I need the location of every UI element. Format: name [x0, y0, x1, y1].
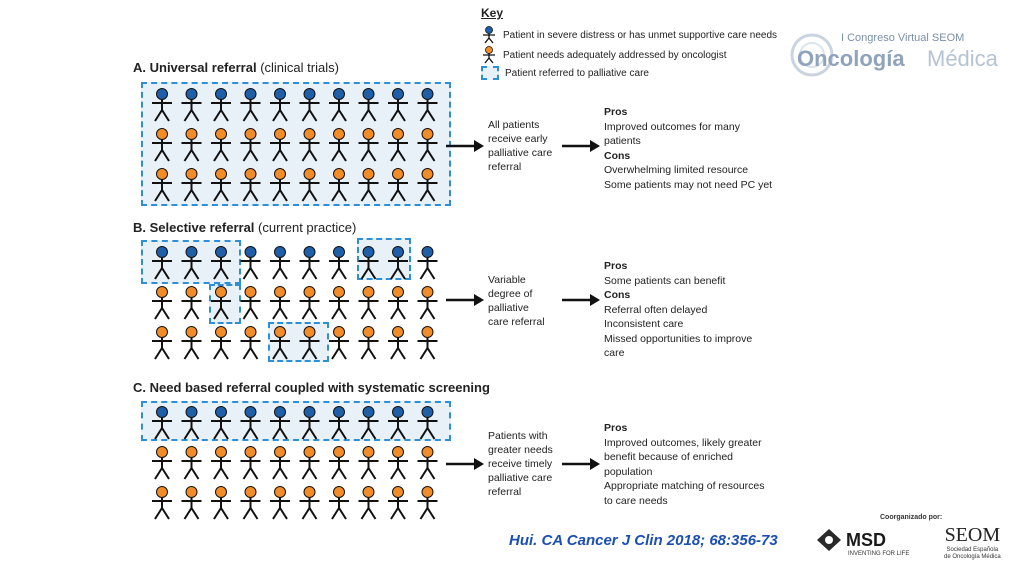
- orange-patient-figure: [182, 129, 202, 162]
- orange-patient-figure: [211, 487, 231, 520]
- arrow-b1: [446, 293, 486, 307]
- blue-patient-figure: [152, 89, 172, 122]
- blue-patient-figure: [388, 407, 408, 440]
- orange-patient-figure: [152, 287, 172, 320]
- blue-patient-figure: [182, 407, 202, 440]
- orange-patient-figure: [300, 129, 320, 162]
- patient-grid-c: [148, 404, 448, 522]
- congress-small-text: I Congreso Virtual SEOM: [841, 32, 965, 44]
- orange-patient-figure: [182, 287, 202, 320]
- orange-patient-figure: [152, 327, 172, 360]
- blue-patient-figure: [152, 407, 172, 440]
- blue-patient-figure: [359, 407, 379, 440]
- msd-emblem-icon: [816, 528, 842, 552]
- orange-patient-figure: [300, 487, 320, 520]
- orange-patient-figure: [300, 169, 320, 202]
- blue-patient-figure: [329, 407, 349, 440]
- orange-patient-figure: [241, 327, 261, 360]
- blue-patient-figure: [418, 407, 438, 440]
- orange-patient-figure: [152, 487, 172, 520]
- key-title: Key: [481, 6, 504, 20]
- key-item-box: [481, 66, 649, 80]
- orange-patient-figure: [270, 447, 290, 480]
- key-label-box: Patient referred to palliative care: [505, 67, 649, 79]
- seom-text: SEOM: [944, 524, 1001, 546]
- orange-patient-figure: [329, 287, 349, 320]
- blue-patient-figure: [329, 89, 349, 122]
- orange-patient-figure: [270, 287, 290, 320]
- orange-patient-figure: [388, 447, 408, 480]
- orange-person-icon: [481, 46, 497, 64]
- blue-patient-figure: [388, 89, 408, 122]
- section-a-pros-cons: Pros Improved outcomes for many patients Cons Overwhelming limited resource Some patients may not need PC yet: [604, 106, 773, 191]
- coorganized-label: Coorganizado por:: [880, 514, 943, 521]
- patient-grid-b: [148, 244, 448, 362]
- blue-patient-figure: [359, 89, 379, 122]
- orange-patient-figure: [418, 327, 438, 360]
- blue-patient-figure: [211, 89, 231, 122]
- orange-patient-figure: [359, 487, 379, 520]
- orange-patient-figure: [211, 327, 231, 360]
- patient-grid-a: [148, 86, 448, 204]
- orange-patient-figure: [388, 327, 408, 360]
- orange-patient-figure: [300, 327, 320, 360]
- orange-patient-figure: [152, 169, 172, 202]
- orange-patient-figure: [241, 447, 261, 480]
- blue-patient-figure: [211, 247, 231, 280]
- section-b-title: B. Selective referral (current practice): [133, 220, 357, 235]
- dashed-box-icon: [481, 66, 499, 80]
- blue-patient-figure: [270, 407, 290, 440]
- key-label-blue: Patient in severe distress or has unmet supportive care needs: [503, 29, 778, 41]
- orange-patient-figure: [329, 487, 349, 520]
- seom-subtext-2: de Oncología Médica: [944, 554, 1001, 560]
- seom-subtext-1: Sociedad Española: [946, 547, 999, 553]
- section-a-description: All patients receive early palliative care referral: [488, 119, 553, 173]
- orange-patient-figure: [241, 129, 261, 162]
- orange-patient-figure: [241, 487, 261, 520]
- section-c-title: C. Need based referral coupled with systematic screening: [133, 380, 490, 395]
- blue-patient-figure: [182, 247, 202, 280]
- arrow-a1: [446, 139, 486, 153]
- blue-patient-figure: [241, 89, 261, 122]
- orange-patient-figure: [211, 287, 231, 320]
- seom-logo: [944, 524, 1001, 561]
- blue-patient-figure: [388, 247, 408, 280]
- orange-patient-figure: [418, 129, 438, 162]
- msd-text: MSD: [846, 529, 886, 550]
- msd-subtext: INVENTING FOR LIFE: [848, 551, 910, 557]
- section-c-pros-cons: Pros Improved outcomes, likely greater benefit because of enriched population Appropriate matching of resources to care needs: [604, 422, 765, 507]
- arrow-c1: [446, 457, 486, 471]
- orange-patient-figure: [359, 327, 379, 360]
- citation: Hui. CA Cancer J Clin 2018; 68:356-73: [509, 532, 778, 549]
- blue-patient-figure: [182, 89, 202, 122]
- section-c-description: Patients with greater needs receive timely palliative care referral: [488, 430, 553, 498]
- orange-patient-figure: [388, 129, 408, 162]
- blue-patient-figure: [300, 247, 320, 280]
- orange-patient-figure: [329, 129, 349, 162]
- blue-patient-figure: [359, 247, 379, 280]
- blue-patient-figure: [241, 407, 261, 440]
- orange-patient-figure: [241, 287, 261, 320]
- orange-patient-figure: [388, 169, 408, 202]
- section-a-title: A. Universal referral (clinical trials): [133, 60, 339, 75]
- orange-patient-figure: [211, 447, 231, 480]
- key-label-orange: Patient needs adequately addressed by oncologist: [503, 49, 727, 61]
- orange-patient-figure: [359, 169, 379, 202]
- orange-patient-figure: [300, 447, 320, 480]
- orange-patient-figure: [359, 287, 379, 320]
- orange-patient-figure: [182, 169, 202, 202]
- blue-patient-figure: [270, 247, 290, 280]
- orange-patient-figure: [329, 169, 349, 202]
- orange-patient-figure: [211, 169, 231, 202]
- key-item-orange: [481, 46, 727, 64]
- msd-logo: [816, 528, 910, 557]
- orange-patient-figure: [418, 287, 438, 320]
- orange-patient-figure: [152, 129, 172, 162]
- orange-patient-figure: [182, 327, 202, 360]
- orange-patient-figure: [359, 447, 379, 480]
- orange-patient-figure: [152, 447, 172, 480]
- orange-patient-figure: [182, 487, 202, 520]
- orange-patient-figure: [388, 487, 408, 520]
- key-item-blue: [481, 26, 777, 44]
- section-b-pros-cons: Pros Some patients can benefit Cons Referral often delayed Inconsistent care Missed opportunities to improve care: [604, 260, 753, 359]
- blue-patient-figure: [152, 247, 172, 280]
- section-b-description: Variable degree of palliative care referral: [488, 274, 545, 328]
- orange-patient-figure: [329, 447, 349, 480]
- orange-patient-figure: [418, 447, 438, 480]
- orange-patient-figure: [241, 169, 261, 202]
- orange-patient-figure: [270, 129, 290, 162]
- orange-patient-figure: [182, 447, 202, 480]
- blue-person-icon: [481, 26, 497, 44]
- blue-patient-figure: [329, 247, 349, 280]
- orange-patient-figure: [270, 487, 290, 520]
- blue-patient-figure: [300, 407, 320, 440]
- blue-patient-figure: [270, 89, 290, 122]
- orange-patient-figure: [359, 129, 379, 162]
- blue-patient-figure: [211, 407, 231, 440]
- orange-patient-figure: [329, 327, 349, 360]
- congress-big-text-2: Médica: [927, 46, 998, 71]
- blue-patient-figure: [418, 89, 438, 122]
- orange-patient-figure: [270, 169, 290, 202]
- blue-patient-figure: [300, 89, 320, 122]
- orange-patient-figure: [418, 169, 438, 202]
- orange-patient-figure: [270, 327, 290, 360]
- blue-patient-figure: [241, 247, 261, 280]
- orange-patient-figure: [388, 287, 408, 320]
- orange-patient-figure: [418, 487, 438, 520]
- blue-patient-figure: [418, 247, 438, 280]
- congress-big-text-1: Oncología: [797, 46, 905, 71]
- orange-patient-figure: [300, 287, 320, 320]
- orange-patient-figure: [211, 129, 231, 162]
